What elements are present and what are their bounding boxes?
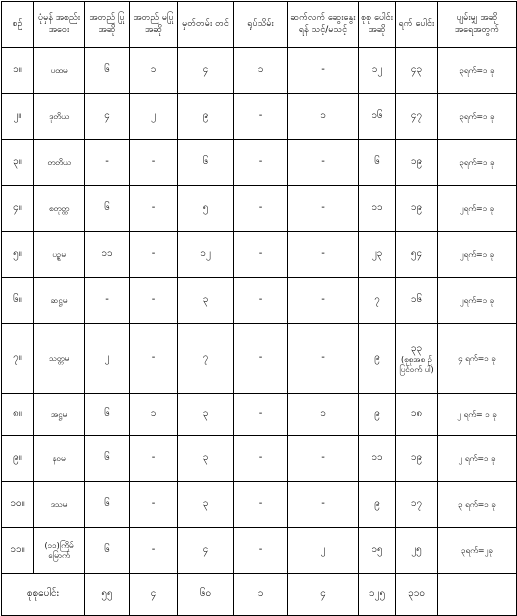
cell-recorded: ၃ bbox=[178, 436, 234, 482]
cell-further-discussion: - bbox=[288, 436, 359, 482]
cell-approved: ၆ bbox=[85, 394, 130, 436]
cell-serial: ၁၀။ bbox=[2, 482, 34, 528]
cell-approved: ၁၁ bbox=[85, 232, 130, 278]
cell-average: ၃ရက်=၁ ခု bbox=[438, 94, 517, 140]
cell-serial: ၄။ bbox=[2, 186, 34, 232]
cell-total-days: ၁၆ bbox=[396, 278, 438, 324]
header-serial: စဉ် bbox=[2, 2, 34, 48]
cell-further-discussion: - bbox=[288, 482, 359, 528]
cell-average: ၃ရက်=၂ခု bbox=[438, 528, 517, 574]
cell-not-approved: - bbox=[130, 436, 178, 482]
cell-approved: ၆ bbox=[85, 528, 130, 574]
cell-withdrawn: - bbox=[234, 232, 288, 278]
table-row bbox=[2, 186, 517, 232]
cell-not-approved: - bbox=[130, 528, 178, 574]
cell-total-days bbox=[396, 324, 438, 394]
table-body bbox=[2, 48, 517, 616]
cell-average: ၂ ရက်=၁ ခု bbox=[438, 436, 517, 482]
cell-withdrawn: - bbox=[234, 94, 288, 140]
cell-total-days: ၁၉ bbox=[396, 436, 438, 482]
total-average bbox=[438, 574, 517, 616]
cell-total-motions: ၆ bbox=[359, 140, 396, 186]
cell-recorded: ၃ bbox=[178, 394, 234, 436]
cell-further-discussion: - bbox=[288, 324, 359, 394]
cell-session: တတိယ bbox=[34, 140, 85, 186]
cell-session: ဒသမ bbox=[34, 482, 85, 528]
cell-total-days: ၄၇ bbox=[396, 94, 438, 140]
cell-not-approved: - bbox=[130, 482, 178, 528]
cell-not-approved: - bbox=[130, 278, 178, 324]
cell-average: ၂ရက်=၁ ခု bbox=[438, 232, 517, 278]
total-withdrawn: ၁ bbox=[234, 574, 288, 616]
total-total-days: ၃၁၀ bbox=[396, 574, 438, 616]
cell-approved: ၆ bbox=[85, 48, 130, 94]
total-recorded: ၆၀ bbox=[178, 574, 234, 616]
header-withdrawn: ရုပ်သိမ်း bbox=[234, 2, 288, 48]
cell-further-discussion: - bbox=[288, 278, 359, 324]
cell-further-discussion: - bbox=[288, 232, 359, 278]
cell-session: နဝမ bbox=[34, 436, 85, 482]
table-row bbox=[2, 528, 517, 574]
cell-serial: ၇။ bbox=[2, 324, 34, 394]
cell-total-days: ၅၄ bbox=[396, 232, 438, 278]
cell-serial: ၁၁။ bbox=[2, 528, 34, 574]
cell-average: ၃ ရက်=၁ ခု bbox=[438, 482, 517, 528]
table-row bbox=[2, 232, 517, 278]
cell-not-approved: - bbox=[130, 324, 178, 394]
cell-recorded: ၅ bbox=[178, 186, 234, 232]
cell-session: အဋ္ဌမ bbox=[34, 394, 85, 436]
cell-approved: ၆ bbox=[85, 436, 130, 482]
header-recorded: မှတ်တမ်း တင် bbox=[178, 2, 234, 48]
cell-total-motions: ၁၅ bbox=[359, 528, 396, 574]
cell-approved: ၄ bbox=[85, 94, 130, 140]
cell-average: ၂ ရက်= ၁ ခု bbox=[438, 394, 517, 436]
cell-approved: ၂ bbox=[85, 324, 130, 394]
cell-total-days: ၁၈ bbox=[396, 394, 438, 436]
table-row bbox=[2, 48, 517, 94]
cell-total-days: ၁၉ bbox=[396, 140, 438, 186]
header-total-days: ရက် ပေါင်း bbox=[396, 2, 438, 48]
cell-withdrawn: - bbox=[234, 324, 288, 394]
cell-not-approved: ၁ bbox=[130, 394, 178, 436]
cell-session: ပဉ္စမ bbox=[34, 232, 85, 278]
cell-further-discussion: ၂ bbox=[288, 528, 359, 574]
cell-total-motions: ၇ bbox=[359, 278, 396, 324]
cell-not-approved: - bbox=[130, 140, 178, 186]
total-not-approved: ၄ bbox=[130, 574, 178, 616]
cell-further-discussion: - bbox=[288, 186, 359, 232]
cell-further-discussion: ၁ bbox=[288, 94, 359, 140]
cell-total-motions: ၂၃ bbox=[359, 232, 396, 278]
cell-serial: ၈။ bbox=[2, 394, 34, 436]
cell-withdrawn: - bbox=[234, 436, 288, 482]
cell-total-motions: ၁၁ bbox=[359, 186, 396, 232]
cell-not-approved: ၂ bbox=[130, 94, 178, 140]
cell-withdrawn: ၁ bbox=[234, 48, 288, 94]
cell-total-days: ၂၅ bbox=[396, 528, 438, 574]
total-label: စုစုပေါင်း bbox=[2, 574, 85, 616]
header-session: ပုံမှန် အစည်း အဝေး bbox=[34, 2, 85, 48]
cell-total-days: ၁၉ bbox=[396, 186, 438, 232]
cell-serial: ၁။ bbox=[2, 48, 34, 94]
cell-withdrawn: - bbox=[234, 140, 288, 186]
table-row bbox=[2, 140, 517, 186]
header-row bbox=[2, 2, 517, 48]
cell-total-motions: ၁၁ bbox=[359, 436, 396, 482]
cell-total-motions: ၁၂ bbox=[359, 48, 396, 94]
cell-average: ၂ရက်=၁ ခု bbox=[438, 278, 517, 324]
cell-serial: ၅။ bbox=[2, 232, 34, 278]
table-row bbox=[2, 94, 517, 140]
cell-average: ၂ရက်=၁ ခု bbox=[438, 186, 517, 232]
cell-withdrawn: - bbox=[234, 186, 288, 232]
table-row bbox=[2, 324, 517, 394]
cell-session: ဆဋ္ဌမ bbox=[34, 278, 85, 324]
header-approved: အတည် ပြုအဆို bbox=[85, 2, 130, 48]
cell-approved: ၆ bbox=[85, 482, 130, 528]
resolution-summary-table-container bbox=[1, 1, 500, 600]
table-row bbox=[2, 482, 517, 528]
cell-session: ပထမ bbox=[34, 48, 85, 94]
cell-recorded: ၃ bbox=[178, 482, 234, 528]
cell-recorded: ၃ bbox=[178, 278, 234, 324]
cell-not-approved: - bbox=[130, 232, 178, 278]
cell-further-discussion: ၁ bbox=[288, 394, 359, 436]
cell-total-motions: ၉ bbox=[359, 324, 396, 394]
header-total-motions: စုစု ပေါင်း အဆို bbox=[359, 2, 396, 48]
cell-serial: ၆။ bbox=[2, 278, 34, 324]
header-further-discussion: ဆက်လက် ဆွေးနွေးရန် သင့်/မသင့် bbox=[288, 2, 359, 48]
days-note: (စုစုအစ ဥ်ပြင်ဝက် ပါ) bbox=[399, 355, 434, 374]
resolution-summary-table bbox=[1, 1, 517, 616]
cell-serial: ၉။ bbox=[2, 436, 34, 482]
cell-session: စတုတ္ထ bbox=[34, 186, 85, 232]
cell-further-discussion: - bbox=[288, 140, 359, 186]
days-value: ၃၃ bbox=[410, 342, 423, 354]
cell-approved: - bbox=[85, 140, 130, 186]
cell-average: ၄ ရက်=၁ ခု bbox=[438, 324, 517, 394]
cell-total-days: ၄၃ bbox=[396, 48, 438, 94]
total-approved: ၅၅ bbox=[85, 574, 130, 616]
cell-session: (၁၁)ကြိမ် မြောက် bbox=[34, 528, 85, 574]
total-row bbox=[2, 574, 517, 616]
cell-total-motions: ၁၆ bbox=[359, 94, 396, 140]
cell-recorded: ၄ bbox=[178, 528, 234, 574]
cell-average: ၃ရက်=၁ ခု bbox=[438, 140, 517, 186]
cell-recorded: ၁၂ bbox=[178, 232, 234, 278]
total-further-discussion: ၄ bbox=[288, 574, 359, 616]
cell-not-approved: ၁ bbox=[130, 48, 178, 94]
cell-approved: ၆ bbox=[85, 186, 130, 232]
cell-approved: - bbox=[85, 278, 130, 324]
cell-recorded: ၆ bbox=[178, 140, 234, 186]
table-row bbox=[2, 394, 517, 436]
cell-not-approved: - bbox=[130, 186, 178, 232]
table-row bbox=[2, 278, 517, 324]
cell-session: သတ္တမ bbox=[34, 324, 85, 394]
cell-withdrawn: - bbox=[234, 394, 288, 436]
cell-withdrawn: - bbox=[234, 278, 288, 324]
cell-recorded: ၄ bbox=[178, 48, 234, 94]
cell-average: ၃ရက်=၁ ခု bbox=[438, 48, 517, 94]
header-not-approved: အတည် မပြု အဆို bbox=[130, 2, 178, 48]
total-total-motions: ၁၂၅ bbox=[359, 574, 396, 616]
table-row bbox=[2, 436, 517, 482]
cell-withdrawn: - bbox=[234, 528, 288, 574]
cell-recorded: ၉ bbox=[178, 94, 234, 140]
header-average: ပျမ်းမျှ အဆို အရေအတွက် bbox=[438, 2, 517, 48]
cell-recorded: ၇ bbox=[178, 324, 234, 394]
cell-serial: ၂။ bbox=[2, 94, 34, 140]
cell-withdrawn: - bbox=[234, 482, 288, 528]
cell-session: ဒုတိယ bbox=[34, 94, 85, 140]
cell-total-days: ၁၇ bbox=[396, 482, 438, 528]
cell-total-motions: ၉ bbox=[359, 394, 396, 436]
cell-total-motions: ၉ bbox=[359, 482, 396, 528]
cell-further-discussion: - bbox=[288, 48, 359, 94]
cell-serial: ၃။ bbox=[2, 140, 34, 186]
